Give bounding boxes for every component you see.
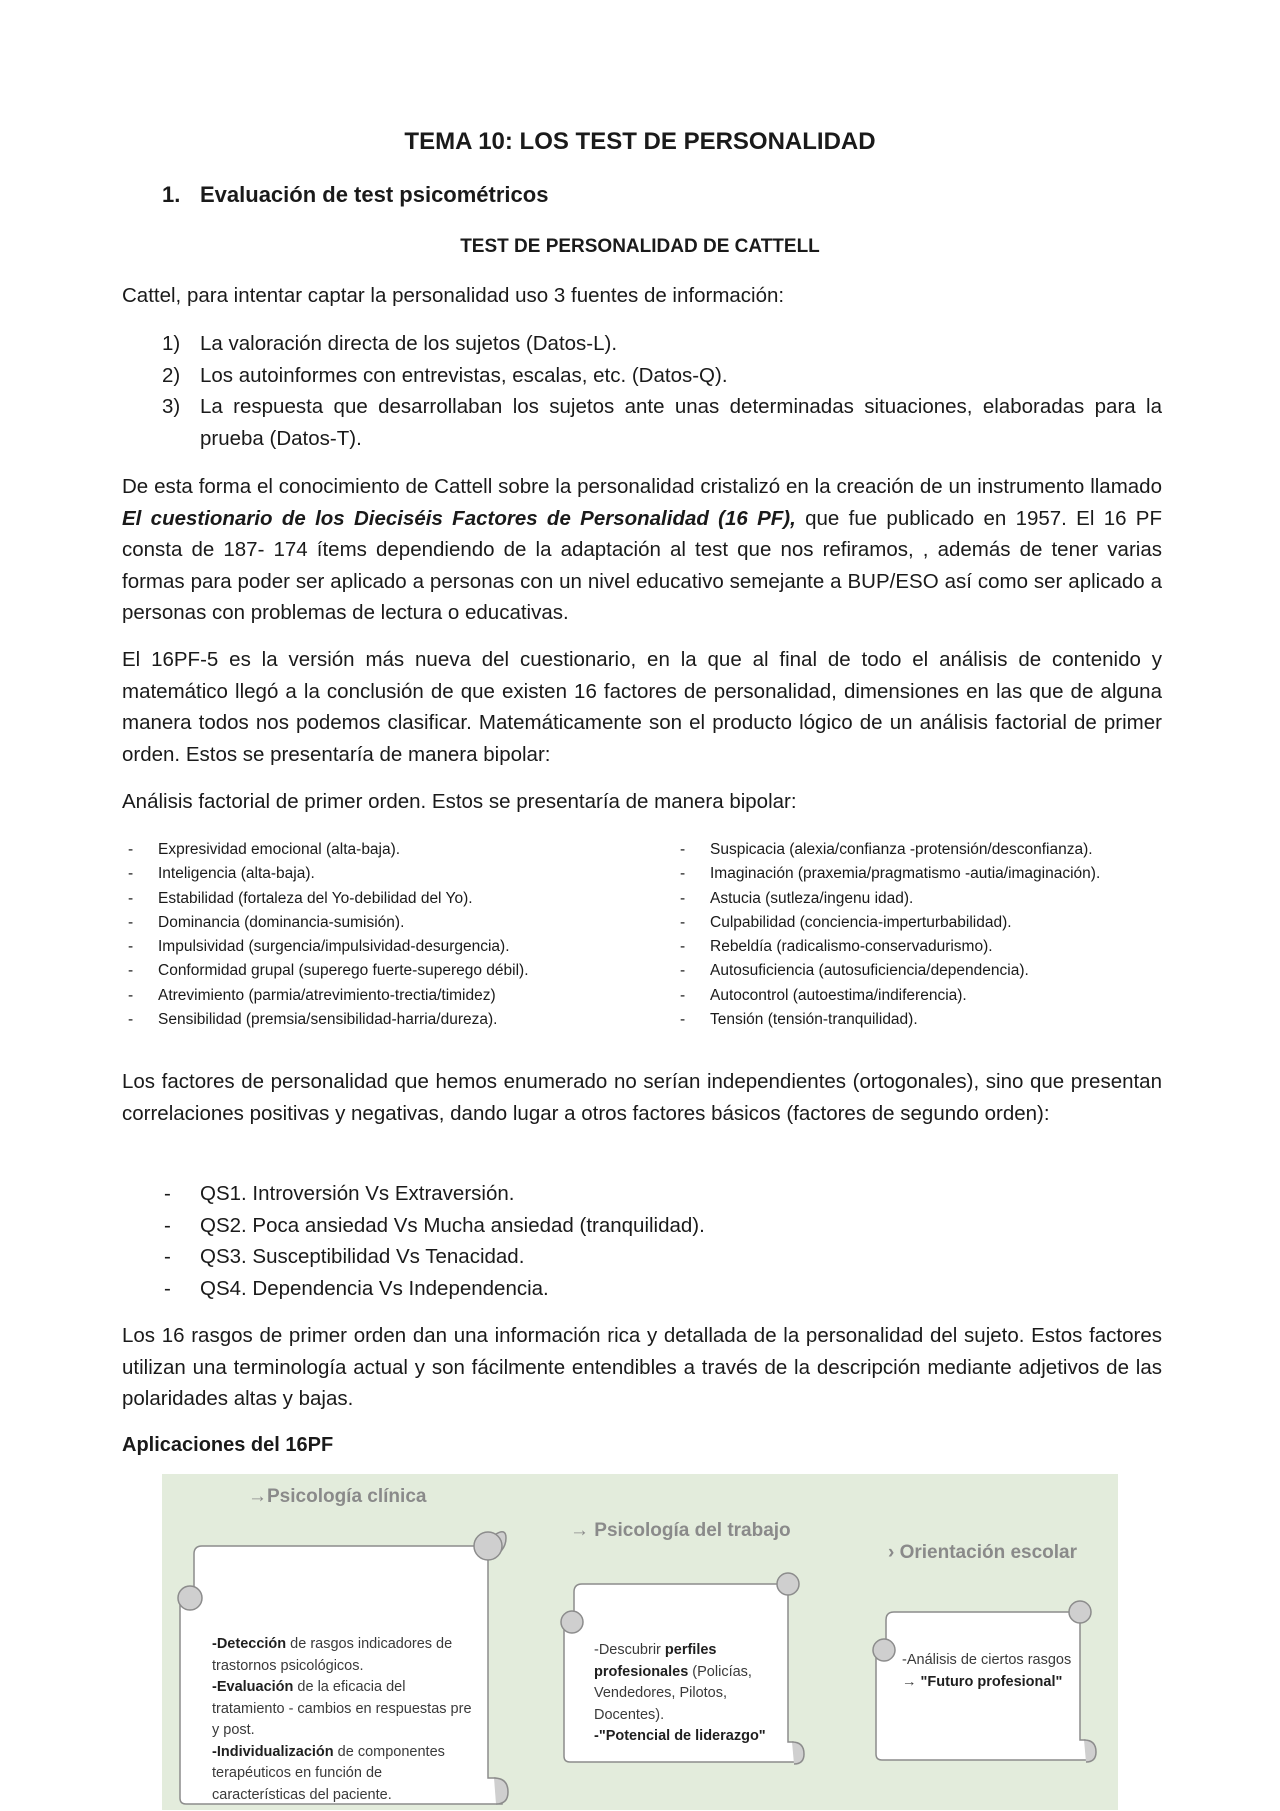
- list-item: - Atrevimiento (parmia/atrevimiento-trectia/timidez): [122, 984, 529, 1008]
- text-run: de componentes terapéuticos en función de características del paciente.: [212, 1743, 445, 1803]
- list-item: - Inteligencia (alta-baja).: [122, 862, 529, 886]
- list-number: 2): [162, 363, 181, 387]
- text-run: que fue publicado en 1957. El 16 PF consta de 187- 174 ítems dependiendo de la adaptación al test que nos refiramos, , además de tener varias formas para poder ser aplicado a personas con un nivel educativo semejante a BUP/ESO así como ser aplicado a personas con problemas de lectura o educativas.: [122, 506, 1162, 624]
- list-item: - Rebeldía (radicalismo-conservadurismo).: [674, 935, 1100, 959]
- list-text: La respuesta que desarrollaban los sujetos ante unas determinadas situaciones, elaboradas para la prueba (Datos-T).: [200, 395, 1162, 450]
- list-item: - Conformidad grupal (superego fuerte-superego débil).: [122, 959, 529, 983]
- list-item: - QS2. Poca ansiedad Vs Mucha ansiedad (tranquilidad).: [162, 1210, 705, 1242]
- section-heading: [162, 182, 548, 208]
- scroll-escolar-text: [902, 1650, 1092, 1693]
- subtitle: TEST DE PERSONALIDAD DE CATTELL: [460, 236, 820, 257]
- arrow-run: →: [902, 1673, 921, 1690]
- paragraph-16pf5: El 16PF-5 es la versión más nueva del cuestionario, en la que al final de todo el análisis de contenido y matemático llegó a la conclusión de que existen 16 factores de personalidad, dimensiones en las que de alguna manera todos nos podemos clasificar. Matemáticamente son el producto lógico de un análisis factorial de primer orden. Estos se presentaría de manera bipolar:: [122, 648, 1162, 766]
- list-item: - Sensibilidad (premsia/sensibilidad-harria/dureza).: [122, 1008, 529, 1032]
- paragraph-correlations: Los factores de personalidad que hemos enumerado no serían independientes (ortogonales), sino que presentan correlaciones positivas y negativas, dando lugar a otros factores básicos (factores de segundo orden):: [122, 1070, 1162, 1125]
- bold-run: -"Potencial de liderazgo": [594, 1728, 766, 1744]
- intro-paragraph: Cattel, para intentar captar la personalidad uso 3 fuentes de información:: [122, 284, 785, 307]
- section-number: 1.: [162, 182, 181, 207]
- factors-list-left: [122, 838, 529, 1032]
- text-run: (Policías, Vendedores, Pilotos, Docentes).: [594, 1663, 752, 1723]
- list-item: - Autocontrol (autoestima/indiferencia).: [674, 984, 1100, 1008]
- list-item: [162, 391, 1162, 454]
- label-trabajo: → Psicología del trabajo: [570, 1520, 791, 1541]
- paragraph-analysis: Análisis factorial de primer orden. Estos se presentaría de manera bipolar:: [122, 790, 797, 813]
- bold-run: -Individualización: [212, 1743, 334, 1760]
- text-run: de rasgos indicadores de trastornos psicológicos.: [212, 1636, 453, 1674]
- list-item: - QS1. Introversión Vs Extraversión.: [162, 1178, 705, 1210]
- label-clinica: →Psicología clínica: [248, 1486, 427, 1507]
- text-run: de la eficacia del tratamiento - cambios en respuestas pre y post.: [212, 1679, 472, 1738]
- list-item: - Culpabilidad (conciencia-imperturbabilidad).: [674, 911, 1100, 935]
- label-escolar: › Orientación escolar: [888, 1542, 1078, 1563]
- paragraph-16pf: [122, 471, 1162, 629]
- page-title: TEMA 10: LOS TEST DE PERSONALIDAD: [404, 128, 876, 155]
- bold-run: -Evaluación: [212, 1679, 294, 1695]
- list-item: - Estabilidad (fortaleza del Yo-debilidad del Yo).: [122, 887, 529, 911]
- text-run: De esta forma el conocimiento de Cattell sobre la personalidad cristalizó en la creación de un instrumento llamado: [122, 475, 1162, 498]
- factors-list-right: [674, 838, 1100, 1032]
- list-item: - Imaginación (praxemia/pragmatismo -autia/imaginación).: [674, 862, 1100, 886]
- scroll-trabajo-text: [594, 1640, 784, 1748]
- list-item: - QS4. Dependencia Vs Independencia.: [162, 1273, 705, 1305]
- sources-list: [162, 328, 1162, 454]
- list-item: - QS3. Susceptibilidad Vs Tenacidad.: [162, 1241, 705, 1273]
- text-run: -Análisis de ciertos rasgos: [902, 1652, 1072, 1668]
- paragraph-first-order: Los 16 rasgos de primer orden dan una información rica y detallada de la personalidad del sujeto. Estos factores utilizan una terminología actual y son fácilmente entendibles a través de la descripción mediante adjetivos de las polaridades altas y bajas.: [122, 1324, 1162, 1410]
- list-text: Los autoinformes con entrevistas, escalas, etc. (Datos-Q).: [200, 363, 728, 387]
- emphasis-text: El cuestionario de los Dieciséis Factores de Personalidad (16 PF),: [122, 506, 796, 530]
- bold-run: perfiles profesionales: [594, 1642, 717, 1680]
- list-number: 3): [162, 395, 181, 418]
- list-text: La valoración directa de los sujetos (Datos-L).: [200, 332, 618, 355]
- applications-diagram: [162, 1474, 1118, 1810]
- list-item: - Expresividad emocional (alta-baja).: [122, 838, 529, 862]
- section-title: Evaluación de test psicométricos: [200, 182, 549, 207]
- list-item: - Astucia (sutleza/ingenu idad).: [674, 887, 1100, 911]
- list-item: - Dominancia (dominancia-sumisión).: [122, 911, 529, 935]
- list-item: [162, 328, 1162, 360]
- list-item: - Tensión (tensión-tranquilidad).: [674, 1008, 1100, 1032]
- bold-run: "Futuro profesional": [920, 1673, 1063, 1690]
- applications-heading: Aplicaciones del 16PF: [122, 1434, 334, 1456]
- second-order-list: [162, 1178, 705, 1304]
- list-item: - Impulsividad (surgencia/impulsividad-desurgencia).: [122, 935, 529, 959]
- list-item: [162, 360, 1162, 392]
- list-item: - Autosuficiencia (autosuficiencia/dependencia).: [674, 959, 1100, 983]
- list-number: 1): [162, 332, 181, 355]
- scroll-clinica-text: [212, 1634, 474, 1806]
- text-run: -Descubrir: [594, 1642, 665, 1658]
- bold-run: -Detección: [212, 1636, 287, 1652]
- list-item: - Suspicacia (alexia/confianza -protensión/desconfianza).: [674, 838, 1100, 862]
